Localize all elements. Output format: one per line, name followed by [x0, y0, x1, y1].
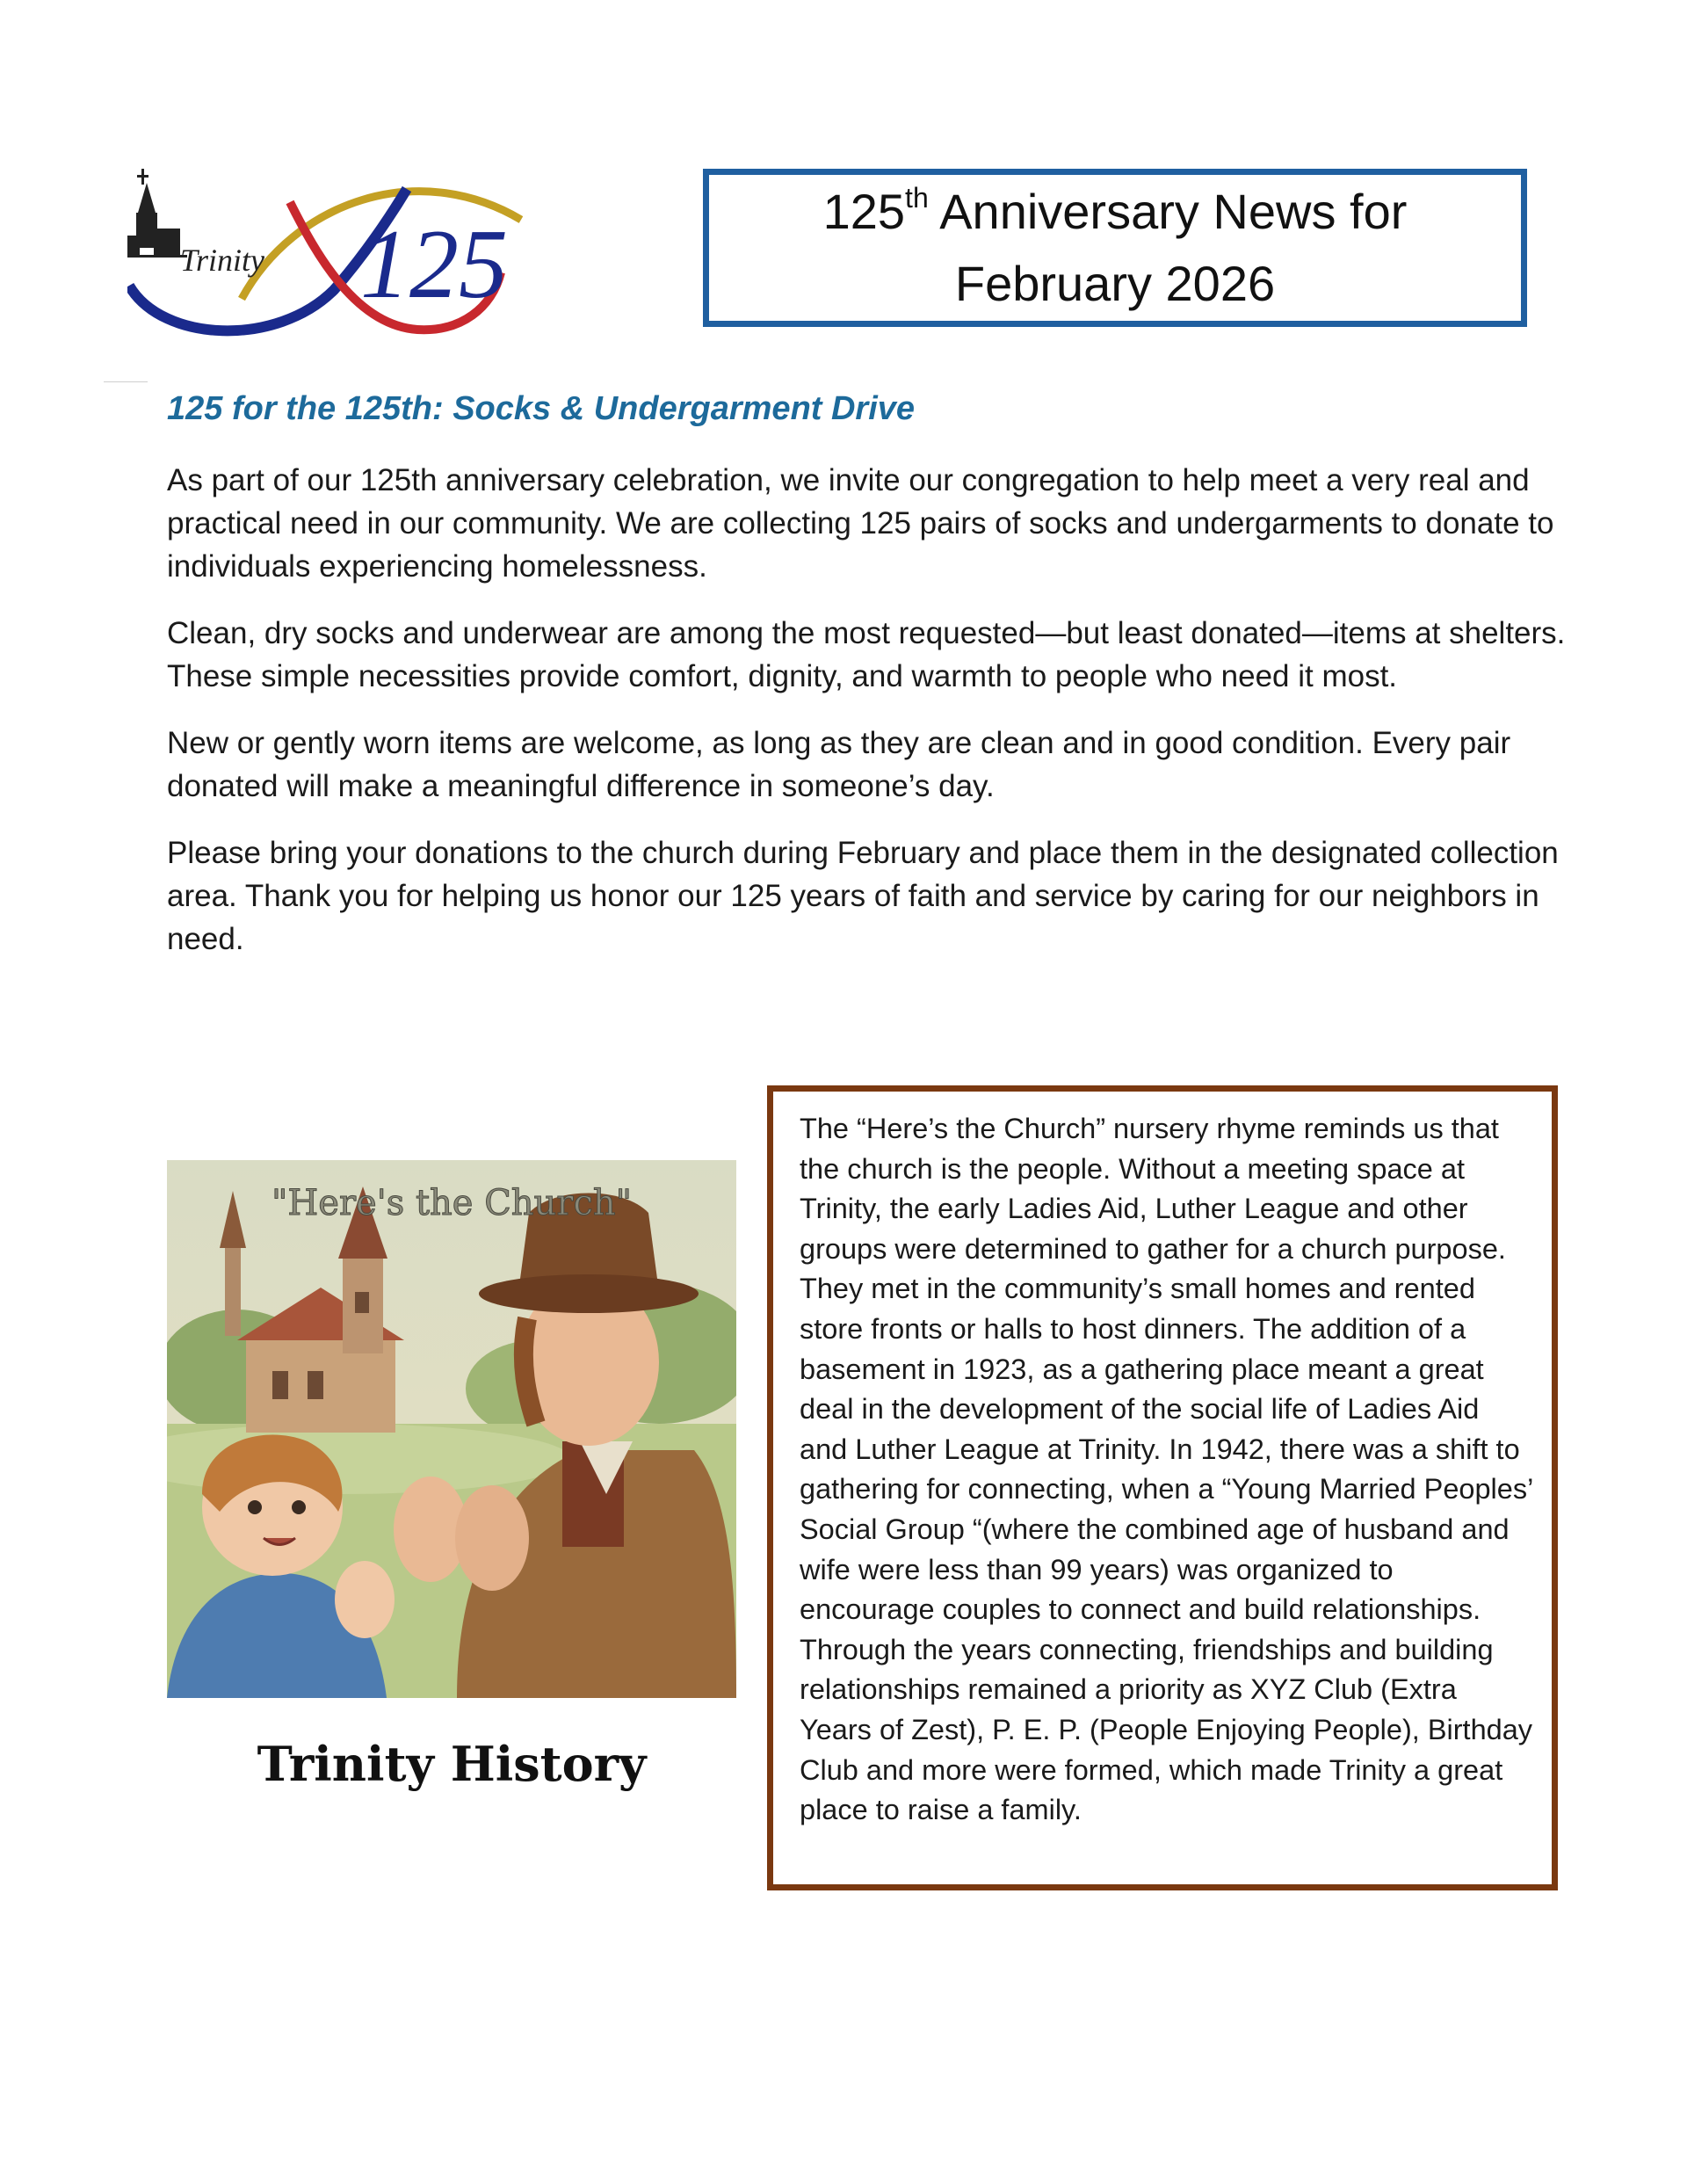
newsletter-title-box	[703, 169, 1527, 327]
heres-the-church-illustration	[167, 1160, 736, 1698]
history-paragraph: The “Here’s the Church” nursery rhyme reminds us that the church is the people. Without a meeting space at Trinity, the early Ladies Aid, Luther League and other groups were determined to gather for a church purpose. They met in the community’s small homes and rented store fronts or halls to host dinners. The addition of a basement in 1923, as a gathering place meant a great deal in the development of the social life of Ladies Aid and Luther League at Trinity. In 1942, there was a shift to gathering for connecting, when a “Young Married Peoples’ Social Group “(where the combined age of husband and wife were less than 99 years) was organized to encourage couples to connect and build relationships. Through the years connecting, friendships and building relationships remained a priority as XYZ Club (Extra Years of Zest), P. E. P. (People Enjoying People), Birthday Club and more were formed, which made Trinity a great place to raise a family.	[800, 1113, 1533, 1826]
logo-graphic	[127, 167, 523, 356]
trinity-125-logo	[127, 167, 523, 356]
drive-paragraph: Please bring your donations to the church during February and place them in the designated collection area. Thank you for helping us honor our 125 years of faith and service by caring for our neighbors in need.	[167, 836, 1559, 956]
title-text: Anniversary News for	[928, 184, 1408, 239]
title-ordinal: th	[905, 182, 929, 214]
trinity-history-heading: Trinity History	[257, 1736, 647, 1792]
drive-paragraph: As part of our 125th anniversary celebration, we invite our congregation to help meet a very real and practical need in our community. We are collecting 125 pairs of socks and undergarments to donate to individuals experiencing homelessness.	[167, 463, 1554, 584]
divider	[104, 381, 148, 382]
title-number: 125	[822, 184, 906, 239]
drive-heading: 125 for the 125th: Socks & Undergarment Drive	[167, 390, 916, 427]
illustration-caption: "Here's the Church"	[271, 1183, 633, 1223]
title-line-2: February 2026	[954, 256, 1276, 311]
drive-paragraph: New or gently worn items are welcome, as long as they are clean and in good condition. Every pair donated will make a meaningful difference in someone’s day.	[167, 726, 1511, 803]
title-line-1	[823, 176, 1408, 248]
history-text-box	[767, 1085, 1558, 1890]
church-steeple-icon	[127, 169, 187, 258]
drive-body	[167, 459, 1590, 984]
logo-wordmark: Trinity	[180, 243, 265, 278]
drive-paragraph: Clean, dry socks and underwear are among the most requested—but least donated—items at shelters. These simple necessities provide comfort, dignity, and warmth to people who need it most.	[167, 616, 1566, 693]
logo-number: 125	[360, 210, 508, 319]
